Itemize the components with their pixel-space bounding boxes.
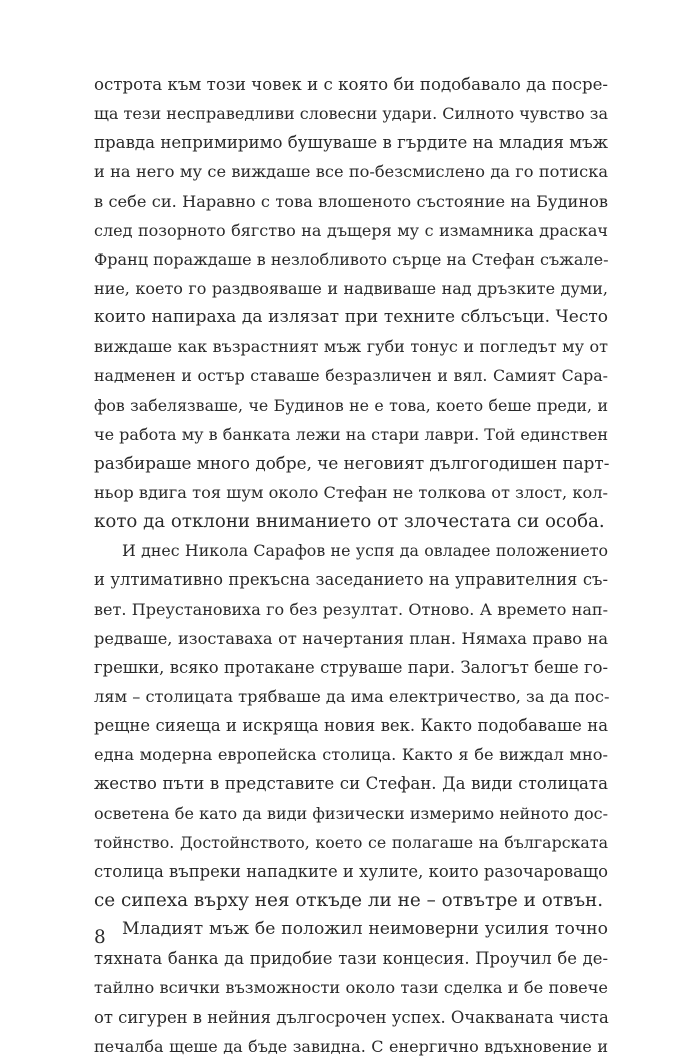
- text-line: острота към този човек и с която би подобавало да посре-: [94, 75, 608, 94]
- text-line: виждаше как възрастният мъж губи тонус и погледът му от: [94, 337, 608, 357]
- text-line: и ултимативно прекъсна заседанието на управителния съ-: [94, 570, 608, 590]
- text-line: разбираше много добре, че неговият дългогодишен парт-: [94, 452, 610, 473]
- text-line: се сипеха върху нея откъде ли не – отвътре и отвън.: [94, 889, 604, 911]
- text-line: тяхната банка да придобие тази концесия. Проучил бе де-: [94, 949, 608, 969]
- text-line: Франц пораждаше в незлобливото сърце на Стефан съжале-: [94, 249, 609, 269]
- text-line: печалба щеше да бъде завидна. С енергично вдъхновение и: [94, 1036, 608, 1056]
- text-line: че работа му в банката лежи на стари лаври. Той единствен: [94, 424, 608, 444]
- text-line: осветена бе като да види физически измеримо нейното дос-: [94, 803, 608, 823]
- text-line: рещне сияеща и искряща новия век. Както подобаваше на: [94, 716, 608, 736]
- page-number: 8: [94, 927, 106, 948]
- text-line: след позорното бягство на дъщеря му с измамника драскач: [94, 220, 608, 240]
- text-line: Младият мъж бе положил неимоверни усилия точно: [122, 919, 608, 940]
- text-line: надменен и остър ставаше безразличен и вял. Самият Сара-: [94, 366, 608, 386]
- text-line: ща тези несправедливи словесни удари. Силното чувство за: [94, 104, 608, 124]
- text-line: които напираха да излязат при техните сблъсъци. Често: [94, 307, 608, 328]
- text-line: правда непримиримо бушуваше в гърдите на младия мъж: [94, 133, 608, 153]
- text-line: фов забелязваше, че Будинов не е това, което беше преди, и: [94, 395, 608, 415]
- text-line: ние, което го раздвояваше и надвиваше над дръзките думи,: [94, 278, 608, 298]
- text-line: вет. Преустановиха го без резултат. Отново. А времето нап-: [94, 599, 608, 619]
- text-line: И днес Никола Сарафов не успя да овладее положението: [122, 541, 608, 561]
- text-line: кото да отклони вниманието от злочестата си особа.: [94, 511, 605, 533]
- text-line: жество пъти в представите си Стефан. Да види столицата: [94, 774, 608, 794]
- text-line: и на него му се виждаше все по-безсмислено да го потиска: [94, 162, 608, 182]
- text-line: в себе си. Наравно с това влошеното състояние на Будинов: [94, 191, 608, 211]
- text-line: тайлно всички възможности около тази сделка и бе повече: [94, 978, 608, 998]
- text-line: столица въпреки нападките и хулите, които разочароващо: [94, 861, 608, 881]
- text-line: тойнство. Достойнството, което се полагаше на българската: [94, 832, 608, 852]
- text-line: една модерна европейска столица. Както я бе виждал мно-: [94, 745, 608, 765]
- text-line: грешки, всяко протакане струваше пари. Залогът беше го-: [94, 657, 608, 677]
- body-text: [94, 70, 608, 1061]
- text-line: лям – столицата трябваше да има електричество, за да пос-: [94, 686, 610, 706]
- text-line: от сигурен в нейния дългосрочен успех. Очакваната чиста: [94, 1007, 609, 1027]
- text-line: редваше, изоставаха от начертания план. Нямаха право на: [94, 628, 608, 648]
- text-line: ньор вдига тоя шум около Стефан не толкова от злост, кол-: [94, 482, 608, 502]
